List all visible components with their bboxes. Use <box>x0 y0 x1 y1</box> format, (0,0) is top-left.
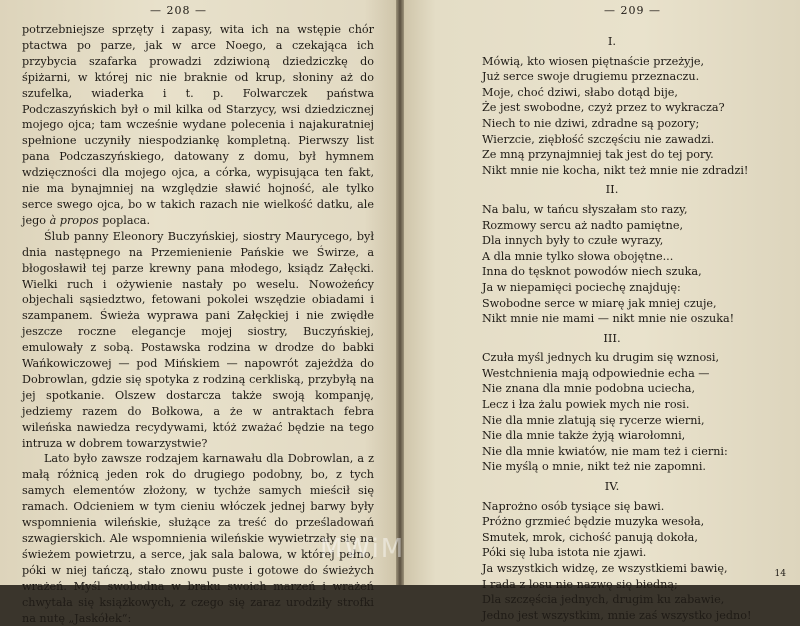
stanza-number: I. <box>607 34 617 48</box>
poem-line: Smutek, mrok, cichość panują dokoła, <box>482 530 698 544</box>
italic-phrase: à propos <box>49 213 99 227</box>
left-page <box>0 0 396 625</box>
poem-line: Moje, choć dziwi, słabo dotąd bije, <box>482 85 678 99</box>
right-page <box>404 0 800 622</box>
poem-line: Westchnienia mają odpowiednie echa — <box>482 366 710 380</box>
stanza-number: IV. <box>604 479 620 494</box>
poem-line: Dla szczęścia jednych, drugim ku zabawie, <box>482 593 725 607</box>
poem-line: Naprożno osób tysiące się bawi. <box>482 499 665 513</box>
poem <box>482 30 782 623</box>
poem-line: Nie dla mnie zlatują się rycerze wierni, <box>482 413 705 427</box>
poem-line: Na balu, w tańcu słyszałam sto razy, <box>482 202 688 216</box>
watermark: MWiM <box>320 534 406 564</box>
poem-line: Nikt mnie nie kocha, nikt też mnie nie zdradzi! <box>482 163 749 177</box>
poem-line: Póki się luba istota nie zjawi. <box>482 546 647 560</box>
poem-line: I rada z losu nie nazwę się biedną; <box>482 577 678 591</box>
poem-line: Swobodne serce w miarę jak mniej czuje, <box>482 296 717 310</box>
poem-line: Rozmowy sercu aż nadto pamiętne, <box>482 218 684 232</box>
paragraph: Ślub panny Eleonory Buczyńskiej, siostry Maurycego, był dnia następnego na Przemienienie Pańskie we Świrze, a błogosławił tej parze krewny pana młodego, ksiądz Załęcki. Wielki ruch i ożywienie nastały po weselu. Nowożeńcy objechali sąsiedztwo, fetowani pokolei wszędzie obiadami i szampanem. Świeża wyprawa pani Załęckiej i nie zwiędłe jeszcze roczne elegancje mojej siostry, Buczyńskiej, emulowały z sobą. Postawska rodzina w drodze do babki Wańkowiczowej — pod Mińskiem — napowrót zajeżdża do Dobrowlan, gdzie się spotyka z rodziną cerkliską, przybyłą na jej spotkanie. Olszew dostarcza także swoją kompanję, jedziemy razem do Bołkowa, a że w antraktach febra wileńska nawiedza recydywami, któż zważać będzie na tego intruza w dobrem towarzystwie? <box>22 229 374 450</box>
poem-line: Ze mną przynajmniej tak jest do tej pory. <box>482 148 714 162</box>
poem-line: Niech to nie dziwi, zdradne są pozory; <box>482 116 700 130</box>
stanza-number: III. <box>603 330 621 345</box>
poem-line: Wierzcie, ziębłość szczęściu nie zawadzi. <box>482 132 715 146</box>
left-page-number: — 208 — <box>150 4 207 17</box>
poem-line: Jedno jest wszystkim, mnie zaś wszystko jedno! <box>482 608 752 622</box>
poem-line: Nikt mnie nie mami — nikt mnie nie oszuka! <box>482 312 735 326</box>
poem-line: Dla innych były to czułe wyrazy, <box>482 234 664 248</box>
poem-line: Czuła myśl jednych ku drugim się wznosi, <box>482 351 720 365</box>
poem-line: Próżno grzmieć będzie muzyka wesoła, <box>482 515 705 529</box>
paragraph: Lato było zawsze rodzajem karnawału dla Dobrowlan, a z małą różnicą jeden rok do drugiego podobny, bo, z tych samych elementów złożony, w tychże samych mieścił się ramach. Odcieniem w tym cieniu włóczek jednej barwy były wspomnienia wileńskie, służące za treść do prześladowań szwagierskich. Ale wspomnienia wileńskie wywietrzały się na świeżem powietrzu, a serce, jak sala balowa, w której pełno, póki w niej tańczą, stało znowu puste i gotowe do świeżych wrażeń. Myśl swobodna w braku swoich marzeń i wrażeń chwytała się książkowych, z czego się zaraz urodziły strofki na nutę „Jaskółek“: <box>22 452 374 625</box>
poem-line: Już serce swoje drugiemu przeznaczu. <box>482 70 700 84</box>
poem-line: Mówią, kto wiosen piętnaście przeżyje, <box>482 54 705 68</box>
book-gutter <box>396 0 404 585</box>
poem-line: Lecz i łza żalu powiek mych nie rosi. <box>482 398 690 412</box>
poem-line: A dla mnie tylko słowa obojętne... <box>482 249 674 263</box>
poem-line: Nie myślą o mnie, nikt też nie zapomni. <box>482 460 706 474</box>
printer-signature: 14 <box>774 569 786 579</box>
poem-line: Ja w niepamięci pociechę znajduję: <box>482 280 681 294</box>
right-page-number: — 209 — <box>604 4 661 17</box>
poem-line: Że jest swobodne, czyż przez to wykracza? <box>482 101 725 115</box>
poem-line: Nie dla mnie także żyją wiarołomni, <box>482 429 686 443</box>
poem-line: Nie znana dla mnie podobna uciecha, <box>482 382 696 396</box>
poem-line: Ja wszystkich widzę, ze wszystkiemi bawię, <box>482 562 728 575</box>
poem-line: Inna do tęsknot powodów niech szuka, <box>482 265 702 279</box>
paragraph: potrzebniejsze sprzęty i zapasy, wita ich na wstępie chór ptactwa po parze, jak w arce Noego, a czekająca ich przybycia szafarka prowadzi zdziwioną dziedziczkę do śpiżarni, w której nic nie braknie od krup, słoniny aż do szufelka, wiaderka i t. p. Folwarczek państwa Podczaszyńskich był o mil kilka od Starzycy, wsi dziedzicznej mojego ojca; tam wcześnie wydane polecenia i najakuratniej spełnione uczyniły niespodziankę kompletną. Pierwszy list pana Podczaszyńskiego, datowany z domu, był hymnem wdzięczności dla mojego ojca, a córka, wypisująca ten fakt, nie ma bynajmniej na względzie sławić hojność, ale tylko serce swego ojca, bo w takich razach nie wielkość datku, ale jego à propos poplaca. <box>22 23 374 227</box>
poem-line: Nie dla mnie kwiatów, nie mam też i cierni: <box>482 444 728 458</box>
stanza-number: II. <box>605 182 619 197</box>
